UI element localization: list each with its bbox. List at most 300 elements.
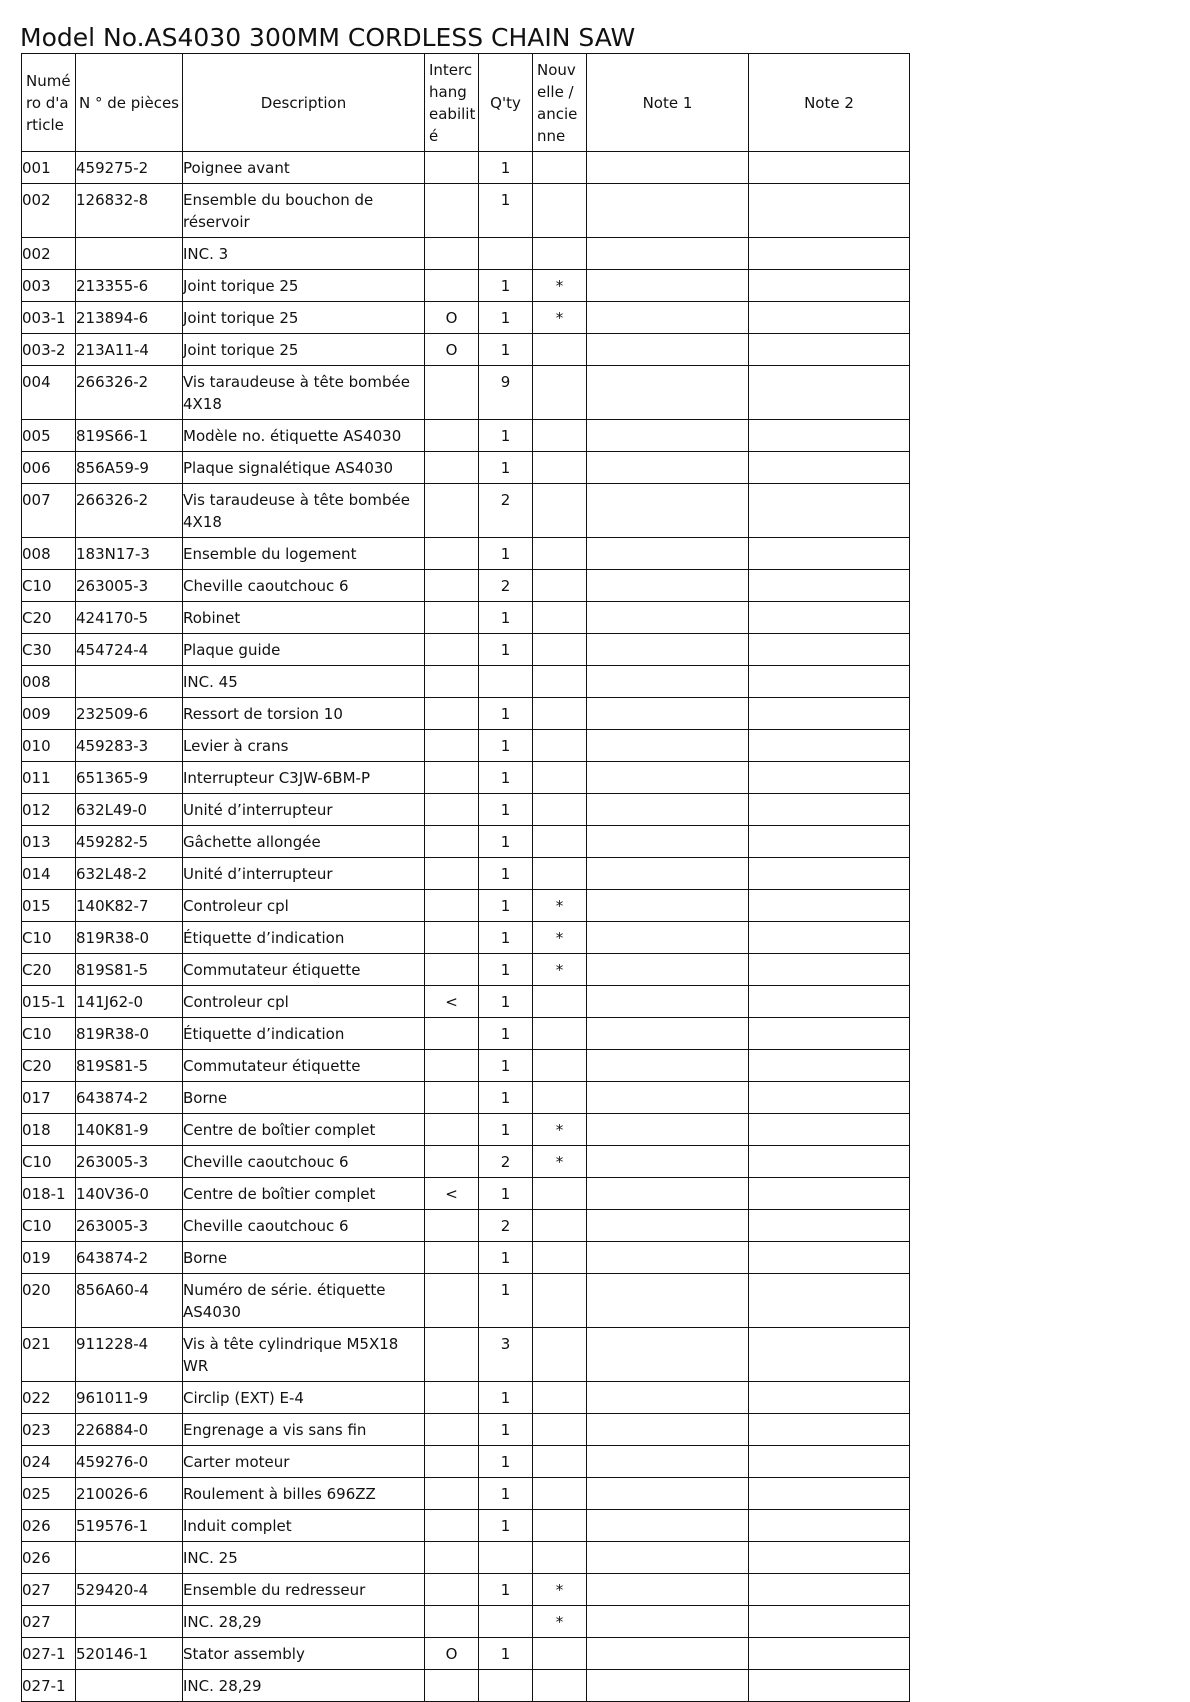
- new-old-cell: [533, 1510, 587, 1542]
- description-cell: Ensemble du redresseur: [183, 1574, 425, 1606]
- part-number-cell: 643874-2: [76, 1082, 183, 1114]
- interchangeability-cell: [425, 858, 479, 890]
- note-1-cell: [587, 1050, 749, 1082]
- quantity-cell: [479, 666, 533, 698]
- part-number-cell: 183N17-3: [76, 538, 183, 570]
- item-number-cell: 027-1: [22, 1670, 76, 1702]
- interchangeability-cell: [425, 152, 479, 184]
- interchangeability-cell: [425, 1210, 479, 1242]
- note-1-cell: [587, 762, 749, 794]
- interchangeability-cell: [425, 1574, 479, 1606]
- part-number-cell: 856A59-9: [76, 452, 183, 484]
- note-2-cell: [749, 1082, 910, 1114]
- note-2-cell: [749, 986, 910, 1018]
- note-1-cell: [587, 1328, 749, 1382]
- quantity-cell: 2: [479, 1210, 533, 1242]
- description-cell: Étiquette d’indication: [183, 1018, 425, 1050]
- part-number-cell: 266326-2: [76, 366, 183, 420]
- note-2-cell: [749, 1146, 910, 1178]
- quantity-cell: 1: [479, 602, 533, 634]
- new-old-cell: [533, 420, 587, 452]
- item-number-cell: C10: [22, 1146, 76, 1178]
- new-old-cell: [533, 366, 587, 420]
- note-2-cell: [749, 302, 910, 334]
- note-1-cell: [587, 1574, 749, 1606]
- note-2-cell: [749, 826, 910, 858]
- table-row: [22, 1050, 910, 1082]
- part-number-cell: [76, 666, 183, 698]
- note-1-cell: [587, 1082, 749, 1114]
- note-2-cell: [749, 954, 910, 986]
- item-number-cell: 017: [22, 1082, 76, 1114]
- part-number-cell: 459282-5: [76, 826, 183, 858]
- note-1-cell: [587, 1178, 749, 1210]
- note-2-cell: [749, 1114, 910, 1146]
- note-2-cell: [749, 538, 910, 570]
- parts-table: [21, 53, 910, 1702]
- note-2-cell: [749, 1050, 910, 1082]
- item-number-cell: 024: [22, 1446, 76, 1478]
- note-1-cell: [587, 634, 749, 666]
- note-2-cell: [749, 1574, 910, 1606]
- description-cell: Joint torique 25: [183, 302, 425, 334]
- new-old-cell: [533, 986, 587, 1018]
- new-old-cell: *: [533, 302, 587, 334]
- item-number-cell: 002: [22, 184, 76, 238]
- header-interchangeability: Interc hang eabilit é: [425, 54, 479, 152]
- note-2-cell: [749, 1670, 910, 1702]
- note-1-cell: [587, 1210, 749, 1242]
- item-number-cell: C30: [22, 634, 76, 666]
- item-number-cell: 001: [22, 152, 76, 184]
- new-old-cell: [533, 1210, 587, 1242]
- quantity-cell: 1: [479, 1242, 533, 1274]
- interchangeability-cell: [425, 1382, 479, 1414]
- table-row: [22, 1146, 910, 1178]
- note-1-cell: [587, 1274, 749, 1328]
- part-number-cell: 454724-4: [76, 634, 183, 666]
- part-number-cell: 210026-6: [76, 1478, 183, 1510]
- item-number-cell: 002: [22, 238, 76, 270]
- description-cell: Gâchette allongée: [183, 826, 425, 858]
- note-1-cell: [587, 666, 749, 698]
- new-old-cell: [533, 1414, 587, 1446]
- table-row: [22, 484, 910, 538]
- description-cell: Ressort de torsion 10: [183, 698, 425, 730]
- description-cell: INC. 28,29: [183, 1670, 425, 1702]
- table-row: [22, 1478, 910, 1510]
- table-row: [22, 954, 910, 986]
- new-old-cell: [533, 1446, 587, 1478]
- part-number-cell: 819S81-5: [76, 1050, 183, 1082]
- new-old-cell: [533, 826, 587, 858]
- note-1-cell: [587, 270, 749, 302]
- description-cell: Stator assembly: [183, 1638, 425, 1670]
- table-row: [22, 1542, 910, 1574]
- interchangeability-cell: [425, 1670, 479, 1702]
- quantity-cell: 1: [479, 1574, 533, 1606]
- description-cell: INC. 45: [183, 666, 425, 698]
- table-row: [22, 922, 910, 954]
- quantity-cell: 2: [479, 1146, 533, 1178]
- item-number-cell: 012: [22, 794, 76, 826]
- description-cell: Cheville caoutchouc 6: [183, 570, 425, 602]
- part-number-cell: 140K82-7: [76, 890, 183, 922]
- interchangeability-cell: [425, 1018, 479, 1050]
- note-1-cell: [587, 730, 749, 762]
- note-2-cell: [749, 1178, 910, 1210]
- interchangeability-cell: [425, 570, 479, 602]
- interchangeability-cell: [425, 1274, 479, 1328]
- new-old-cell: [533, 452, 587, 484]
- note-1-cell: [587, 890, 749, 922]
- new-old-cell: [533, 1670, 587, 1702]
- note-1-cell: [587, 1478, 749, 1510]
- quantity-cell: 1: [479, 794, 533, 826]
- item-number-cell: C20: [22, 602, 76, 634]
- description-cell: Cheville caoutchouc 6: [183, 1210, 425, 1242]
- interchangeability-cell: [425, 270, 479, 302]
- note-2-cell: [749, 1478, 910, 1510]
- header-part-no: N ° de pièces: [76, 54, 183, 152]
- item-number-cell: 009: [22, 698, 76, 730]
- table-row: [22, 666, 910, 698]
- interchangeability-cell: [425, 666, 479, 698]
- interchangeability-cell: [425, 794, 479, 826]
- note-2-cell: [749, 1606, 910, 1638]
- item-number-cell: 023: [22, 1414, 76, 1446]
- part-number-cell: 632L49-0: [76, 794, 183, 826]
- note-2-cell: [749, 730, 910, 762]
- quantity-cell: 1: [479, 1510, 533, 1542]
- quantity-cell: 3: [479, 1328, 533, 1382]
- item-number-cell: 018: [22, 1114, 76, 1146]
- table-row: [22, 1242, 910, 1274]
- part-number-cell: 819S66-1: [76, 420, 183, 452]
- note-1-cell: [587, 484, 749, 538]
- note-1-cell: [587, 452, 749, 484]
- interchangeability-cell: [425, 1328, 479, 1382]
- note-2-cell: [749, 1328, 910, 1382]
- item-number-cell: C10: [22, 1018, 76, 1050]
- note-2-cell: [749, 1274, 910, 1328]
- part-number-cell: 520146-1: [76, 1638, 183, 1670]
- part-number-cell: 126832-8: [76, 184, 183, 238]
- table-row: [22, 1414, 910, 1446]
- quantity-cell: 1: [479, 1018, 533, 1050]
- note-2-cell: [749, 420, 910, 452]
- quantity-cell: 2: [479, 484, 533, 538]
- quantity-cell: 1: [479, 1274, 533, 1328]
- description-cell: Borne: [183, 1082, 425, 1114]
- new-old-cell: *: [533, 954, 587, 986]
- description-cell: Controleur cpl: [183, 986, 425, 1018]
- table-row: [22, 1178, 910, 1210]
- table-row: [22, 420, 910, 452]
- quantity-cell: 1: [479, 1446, 533, 1478]
- part-number-cell: 519576-1: [76, 1510, 183, 1542]
- header-item-no: Numé ro d'a rticle: [22, 54, 76, 152]
- description-cell: Modèle no. étiquette AS4030: [183, 420, 425, 452]
- note-2-cell: [749, 1542, 910, 1574]
- note-1-cell: [587, 1242, 749, 1274]
- description-cell: INC. 28,29: [183, 1606, 425, 1638]
- new-old-cell: [533, 858, 587, 890]
- description-cell: Borne: [183, 1242, 425, 1274]
- item-number-cell: 027: [22, 1574, 76, 1606]
- item-number-cell: 020: [22, 1274, 76, 1328]
- new-old-cell: *: [533, 1574, 587, 1606]
- table-row: [22, 826, 910, 858]
- item-number-cell: C10: [22, 570, 76, 602]
- quantity-cell: 1: [479, 634, 533, 666]
- quantity-cell: [479, 1606, 533, 1638]
- quantity-cell: 1: [479, 1382, 533, 1414]
- item-number-cell: C10: [22, 1210, 76, 1242]
- interchangeability-cell: [425, 238, 479, 270]
- new-old-cell: [533, 730, 587, 762]
- table-row: [22, 634, 910, 666]
- part-number-cell: 263005-3: [76, 570, 183, 602]
- description-cell: Numéro de série. étiquette AS4030: [183, 1274, 425, 1328]
- part-number-cell: 529420-4: [76, 1574, 183, 1606]
- note-2-cell: [749, 366, 910, 420]
- item-number-cell: 003-1: [22, 302, 76, 334]
- part-number-cell: 643874-2: [76, 1242, 183, 1274]
- table-row: [22, 270, 910, 302]
- new-old-cell: [533, 1242, 587, 1274]
- interchangeability-cell: [425, 184, 479, 238]
- interchangeability-cell: [425, 602, 479, 634]
- quantity-cell: 1: [479, 270, 533, 302]
- description-cell: Vis taraudeuse à tête bombée 4X18: [183, 484, 425, 538]
- quantity-cell: 1: [479, 1178, 533, 1210]
- description-cell: Robinet: [183, 602, 425, 634]
- table-row: [22, 794, 910, 826]
- note-1-cell: [587, 238, 749, 270]
- part-number-cell: 819R38-0: [76, 922, 183, 954]
- header-qty: Q'ty: [479, 54, 533, 152]
- description-cell: Engrenage a vis sans fin: [183, 1414, 425, 1446]
- part-number-cell: 911228-4: [76, 1328, 183, 1382]
- quantity-cell: 1: [479, 698, 533, 730]
- table-row: [22, 1082, 910, 1114]
- header-description: Description: [183, 54, 425, 152]
- description-cell: Unité d’interrupteur: [183, 858, 425, 890]
- description-cell: Centre de boîtier complet: [183, 1114, 425, 1146]
- interchangeability-cell: [425, 538, 479, 570]
- table-row: [22, 184, 910, 238]
- table-row: [22, 1274, 910, 1328]
- table-row: [22, 762, 910, 794]
- note-2-cell: [749, 922, 910, 954]
- part-number-cell: 819R38-0: [76, 1018, 183, 1050]
- header-note-1: Note 1: [587, 54, 749, 152]
- item-number-cell: 007: [22, 484, 76, 538]
- item-number-cell: 026: [22, 1510, 76, 1542]
- quantity-cell: 1: [479, 986, 533, 1018]
- interchangeability-cell: [425, 1242, 479, 1274]
- table-row: [22, 1638, 910, 1670]
- interchangeability-cell: [425, 954, 479, 986]
- item-number-cell: 008: [22, 666, 76, 698]
- description-cell: Commutateur étiquette: [183, 954, 425, 986]
- table-row: [22, 302, 910, 334]
- quantity-cell: 1: [479, 420, 533, 452]
- table-row: [22, 452, 910, 484]
- part-number-cell: 213A11-4: [76, 334, 183, 366]
- table-row: [22, 698, 910, 730]
- table-row: [22, 1382, 910, 1414]
- part-number-cell: 213894-6: [76, 302, 183, 334]
- note-2-cell: [749, 1638, 910, 1670]
- note-1-cell: [587, 1670, 749, 1702]
- table-row: [22, 730, 910, 762]
- note-2-cell: [749, 1382, 910, 1414]
- item-number-cell: 004: [22, 366, 76, 420]
- note-1-cell: [587, 366, 749, 420]
- note-2-cell: [749, 1510, 910, 1542]
- new-old-cell: [533, 762, 587, 794]
- quantity-cell: 1: [479, 1638, 533, 1670]
- interchangeability-cell: [425, 1414, 479, 1446]
- note-1-cell: [587, 698, 749, 730]
- description-cell: Plaque signalétique AS4030: [183, 452, 425, 484]
- table-header-row: [22, 54, 910, 152]
- note-1-cell: [587, 1018, 749, 1050]
- note-2-cell: [749, 794, 910, 826]
- quantity-cell: 1: [479, 152, 533, 184]
- interchangeability-cell: [425, 1478, 479, 1510]
- item-number-cell: C20: [22, 1050, 76, 1082]
- part-number-cell: 856A60-4: [76, 1274, 183, 1328]
- note-2-cell: [749, 270, 910, 302]
- description-cell: Cheville caoutchouc 6: [183, 1146, 425, 1178]
- new-old-cell: [533, 602, 587, 634]
- quantity-cell: 1: [479, 890, 533, 922]
- interchangeability-cell: O: [425, 334, 479, 366]
- item-number-cell: 027-1: [22, 1638, 76, 1670]
- note-1-cell: [587, 1114, 749, 1146]
- note-2-cell: [749, 570, 910, 602]
- table-row: [22, 1574, 910, 1606]
- interchangeability-cell: [425, 1050, 479, 1082]
- item-number-cell: 022: [22, 1382, 76, 1414]
- note-2-cell: [749, 666, 910, 698]
- quantity-cell: 1: [479, 858, 533, 890]
- note-1-cell: [587, 922, 749, 954]
- note-1-cell: [587, 1542, 749, 1574]
- description-cell: Joint torique 25: [183, 334, 425, 366]
- note-2-cell: [749, 334, 910, 366]
- new-old-cell: [533, 1542, 587, 1574]
- item-number-cell: 014: [22, 858, 76, 890]
- part-number-cell: 459283-3: [76, 730, 183, 762]
- interchangeability-cell: [425, 1146, 479, 1178]
- note-1-cell: [587, 1446, 749, 1478]
- description-cell: Interrupteur C3JW-6BM-P: [183, 762, 425, 794]
- note-1-cell: [587, 538, 749, 570]
- quantity-cell: 1: [479, 302, 533, 334]
- note-1-cell: [587, 1414, 749, 1446]
- table-row: [22, 538, 910, 570]
- new-old-cell: [533, 1050, 587, 1082]
- table-row: [22, 890, 910, 922]
- note-2-cell: [749, 858, 910, 890]
- new-old-cell: [533, 570, 587, 602]
- description-cell: Étiquette d’indication: [183, 922, 425, 954]
- note-2-cell: [749, 698, 910, 730]
- new-old-cell: [533, 538, 587, 570]
- quantity-cell: 9: [479, 366, 533, 420]
- table-row: [22, 366, 910, 420]
- quantity-cell: 2: [479, 570, 533, 602]
- description-cell: Induit complet: [183, 1510, 425, 1542]
- item-number-cell: 026: [22, 1542, 76, 1574]
- item-number-cell: 015: [22, 890, 76, 922]
- quantity-cell: 1: [479, 730, 533, 762]
- note-1-cell: [587, 602, 749, 634]
- table-row: [22, 238, 910, 270]
- header-note-2: Note 2: [749, 54, 910, 152]
- quantity-cell: 1: [479, 954, 533, 986]
- part-number-cell: 226884-0: [76, 1414, 183, 1446]
- new-old-cell: [533, 1082, 587, 1114]
- note-1-cell: [587, 1510, 749, 1542]
- note-2-cell: [749, 238, 910, 270]
- new-old-cell: *: [533, 890, 587, 922]
- part-number-cell: 141J62-0: [76, 986, 183, 1018]
- interchangeability-cell: [425, 890, 479, 922]
- parts-table-body: [22, 152, 910, 1702]
- note-2-cell: [749, 1018, 910, 1050]
- interchangeability-cell: [425, 730, 479, 762]
- note-1-cell: [587, 302, 749, 334]
- new-old-cell: [533, 698, 587, 730]
- new-old-cell: [533, 334, 587, 366]
- interchangeability-cell: [425, 1114, 479, 1146]
- table-row: [22, 152, 910, 184]
- description-cell: Poignee avant: [183, 152, 425, 184]
- note-1-cell: [587, 1146, 749, 1178]
- note-2-cell: [749, 184, 910, 238]
- note-2-cell: [749, 890, 910, 922]
- item-number-cell: 005: [22, 420, 76, 452]
- note-2-cell: [749, 634, 910, 666]
- note-1-cell: [587, 184, 749, 238]
- note-1-cell: [587, 986, 749, 1018]
- description-cell: Joint torique 25: [183, 270, 425, 302]
- description-cell: Controleur cpl: [183, 890, 425, 922]
- table-row: [22, 1446, 910, 1478]
- note-1-cell: [587, 334, 749, 366]
- item-number-cell: 010: [22, 730, 76, 762]
- part-number-cell: [76, 1542, 183, 1574]
- part-number-cell: 651365-9: [76, 762, 183, 794]
- quantity-cell: 1: [479, 334, 533, 366]
- interchangeability-cell: [425, 1510, 479, 1542]
- note-1-cell: [587, 570, 749, 602]
- note-2-cell: [749, 1242, 910, 1274]
- part-number-cell: [76, 1670, 183, 1702]
- quantity-cell: 1: [479, 1414, 533, 1446]
- new-old-cell: *: [533, 922, 587, 954]
- quantity-cell: 1: [479, 922, 533, 954]
- part-number-cell: 140K81-9: [76, 1114, 183, 1146]
- quantity-cell: [479, 238, 533, 270]
- quantity-cell: 1: [479, 1050, 533, 1082]
- new-old-cell: [533, 1478, 587, 1510]
